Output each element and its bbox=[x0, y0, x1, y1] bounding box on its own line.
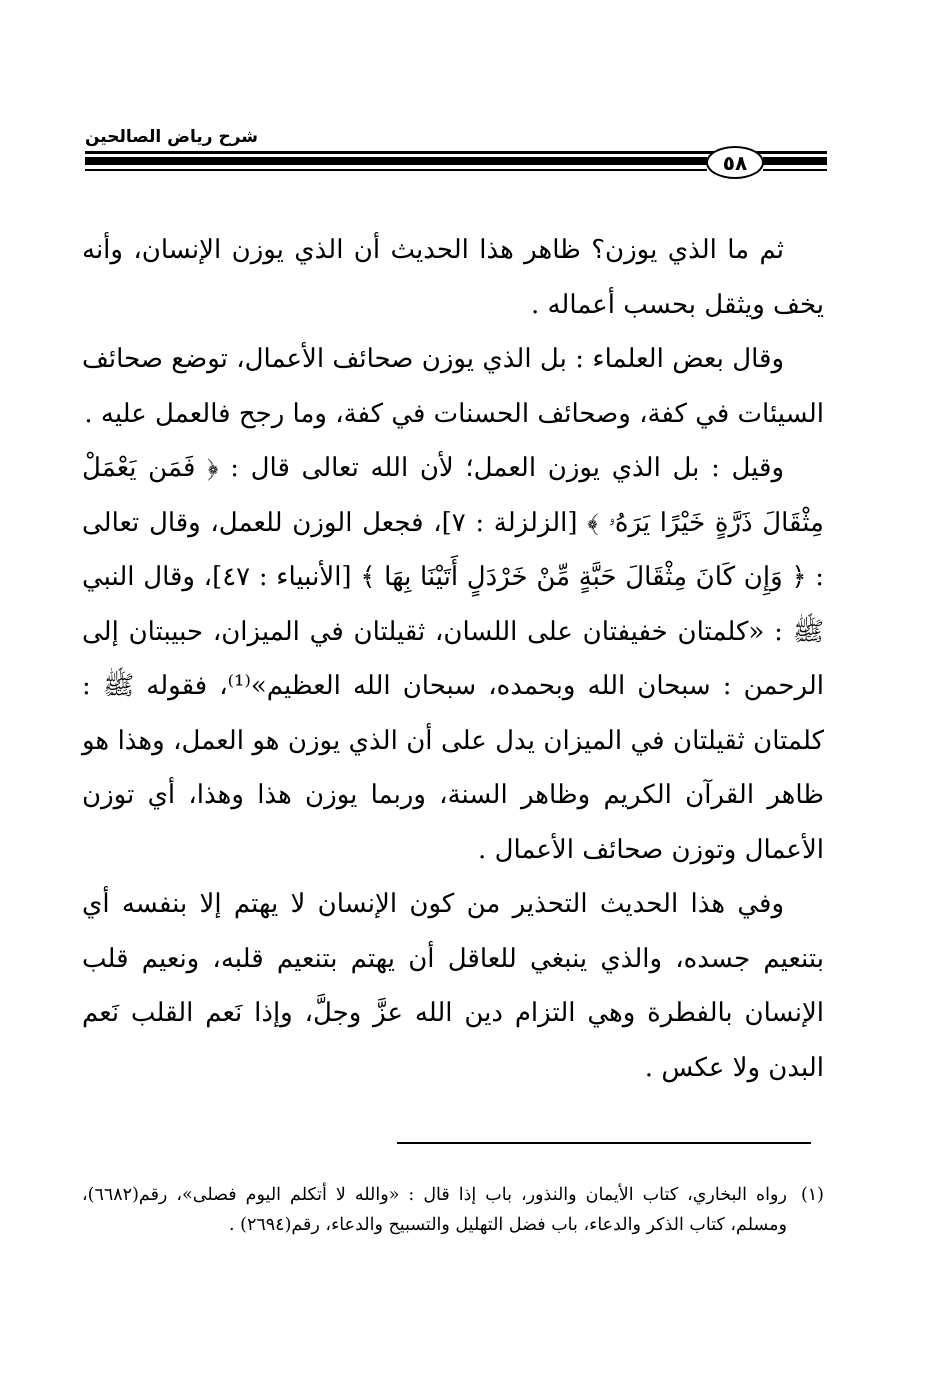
header-rule-thick-left bbox=[85, 157, 707, 165]
paragraph-4: وفي هذا الحديث التحذير من كون الإنسان لا يهتم إلا بنفسه أي بتنعيم جسده، والذي ينبغي للعاقل أن يهتم بتنعيم قلبه، ونعيم قلب الإنسان بالفطرة وهي التزام دين الله عزَّ وجلَّ، وإذا نَعم القلب نَعم البدن ولا عكس . bbox=[82, 889, 824, 1083]
page-number: ٥٨ bbox=[706, 146, 764, 179]
header-rule-thick-right bbox=[763, 157, 827, 165]
paragraph-3: وقيل : بل الذي يوزن العمل؛ لأن الله تعالى قال : ﴿ فَمَن يَعْمَلْ مِثْقَالَ ذَرَّةٍ خَيْرًا يَرَهُۥ ﴾ [الزلزلة : ٧]، فجعل الوزن للعمل، وقال تعالى : ﴿ وَإِن كَانَ مِثْقَالَ حَبَّةٍ مِّنْ خَرْدَلٍ أَتَيْنَا بِهَا ﴾ [الأنبياء : ٤٧]، وقال النبي ﷺ : «كلمتان خفيفتان على اللسان، ثقيلتان في الميزان، حبيبتان إلى الرحمن : سبحان الله وبحمده، سبحان الله العظيم»⁽¹⁾، فقوله ﷺ : كلمتان ثقيلتان في الميزان يدل على أن الذي يوزن هو العمل، وهذا هو ظاهر القرآن الكريم وظاهر السنة، وربما يوزن هذا وهذا، أي توزن الأعمال وتوزن صحائف الأعمال . bbox=[82, 453, 824, 865]
paragraph-2: وقال بعض العلماء : بل الذي يوزن صحائف الأعمال، توضع صحائف السيئات في كفة، وصحائف الحسنات في كفة، وما رجح فالعمل عليه . bbox=[82, 344, 824, 429]
footnote-1 bbox=[82, 1180, 824, 1240]
main-text bbox=[82, 223, 824, 1095]
footnote-marker: (١) bbox=[800, 1185, 824, 1205]
paragraph-1: ثم ما الذي يوزن؟ ظاهر هذا الحديث أن الذي يوزن الإنسان، وأنه يخف ويثقل بحسب أعماله . bbox=[82, 235, 824, 320]
footnote-text: رواه البخاري، كتاب الأيمان والنذور، باب إذا قال : «والله لا أتكلم اليوم فصلى»، رقم(٦٦٨٢)، ومسلم، كتاب الذكر والدعاء، باب فضل التهليل والتسبيح والدعاء، رقم(٢٦٩٤) . bbox=[82, 1185, 787, 1235]
running-header-title: شرح رياض الصالحين bbox=[85, 127, 259, 147]
header-rule-thin-right bbox=[763, 169, 827, 171]
footnote-separator bbox=[397, 1142, 811, 1144]
header-rule-thin-left bbox=[85, 169, 707, 171]
